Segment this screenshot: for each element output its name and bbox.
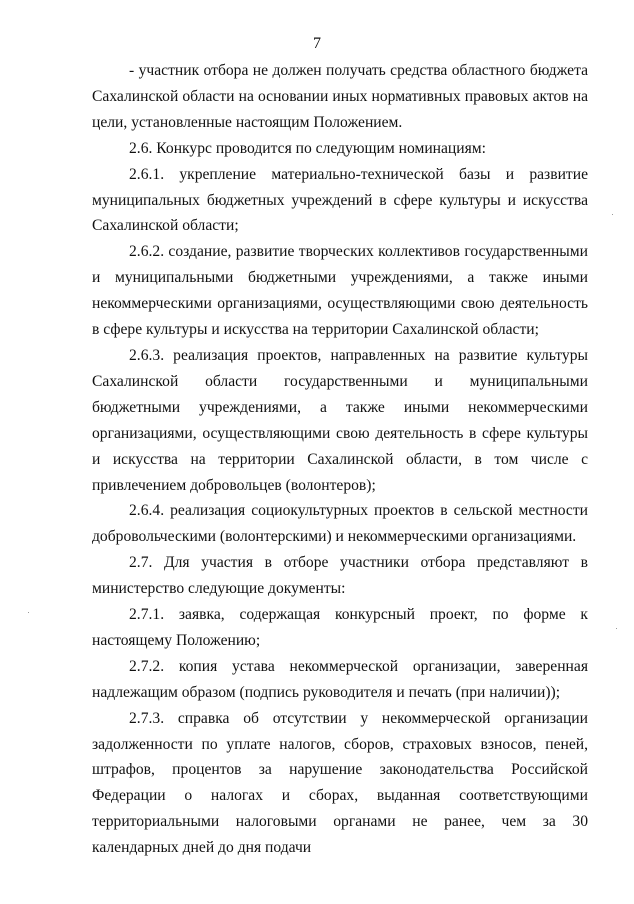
paragraph-2-7-2: 2.7.2. копия устава некоммерческой организации, заверенная надлежащим образом (подпись руководителя и печать (при наличии));	[92, 657, 588, 701]
document-body	[92, 58, 588, 861]
paragraph-2-6-4: 2.6.4. реализация социокультурных проектов в сельской местности добровольческими (волонтерскими) и некоммерческими организациями.	[92, 502, 588, 546]
paragraph-2-6: 2.6. Конкурс проводится по следующим номинациям:	[129, 139, 486, 157]
paragraph-2-7-1: 2.7.1. заявка, содержащая конкурсный проект, по форме к настоящему Положению;	[92, 606, 588, 649]
paragraph-2-6-1: 2.6.1. укрепление материально-технической базы и развитие муниципальных бюджетных учреждений в сфере культуры и искусства Сахалинской области;	[92, 165, 588, 235]
paragraph-2-7-3: 2.7.3. справка об отсутствии у некоммерческой организации задолженности по уплате налогов, сборов, страховых взносов, пеней, штрафов, процентов за нарушение законодательства Российской Федерации о налогах и сборах, выданная соответствующими территориальными налоговыми органами не ранее, чем за 30 календарных дней до дня подачи	[92, 709, 588, 857]
scan-speck	[612, 214, 613, 215]
paragraph-2-6-2: 2.6.2. создание, развитие творческих коллективов государственными и муниципальными бюджетными учреждениями, а также иными некоммерческими организациями, осуществляющими свою деятельность в сфере культуры и искусства на территории Сахалинской области;	[92, 243, 588, 339]
scan-speck	[616, 628, 617, 629]
paragraph-participant-condition: - участник отбора не должен получать средства областного бюджета Сахалинской области на основании иных нормативных правовых актов на цели, установленные настоящим Положением.	[92, 62, 588, 131]
page-number: 7	[313, 35, 321, 52]
paragraph-2-7: 2.7. Для участия в отборе участники отбора представляют в министерство следующие документы:	[92, 554, 588, 598]
scan-speck	[28, 612, 29, 613]
paragraph-2-6-3: 2.6.3. реализация проектов, направленных на развитие культуры Сахалинской области государственными и муниципальными бюджетными учреждениями, а также иными некоммерческими организациями, осуществляющими свою деятельность в сфере культуры и искусства на территории Сахалинской области, в том числе с привлечением добровольцев (волонтеров);	[92, 346, 588, 494]
